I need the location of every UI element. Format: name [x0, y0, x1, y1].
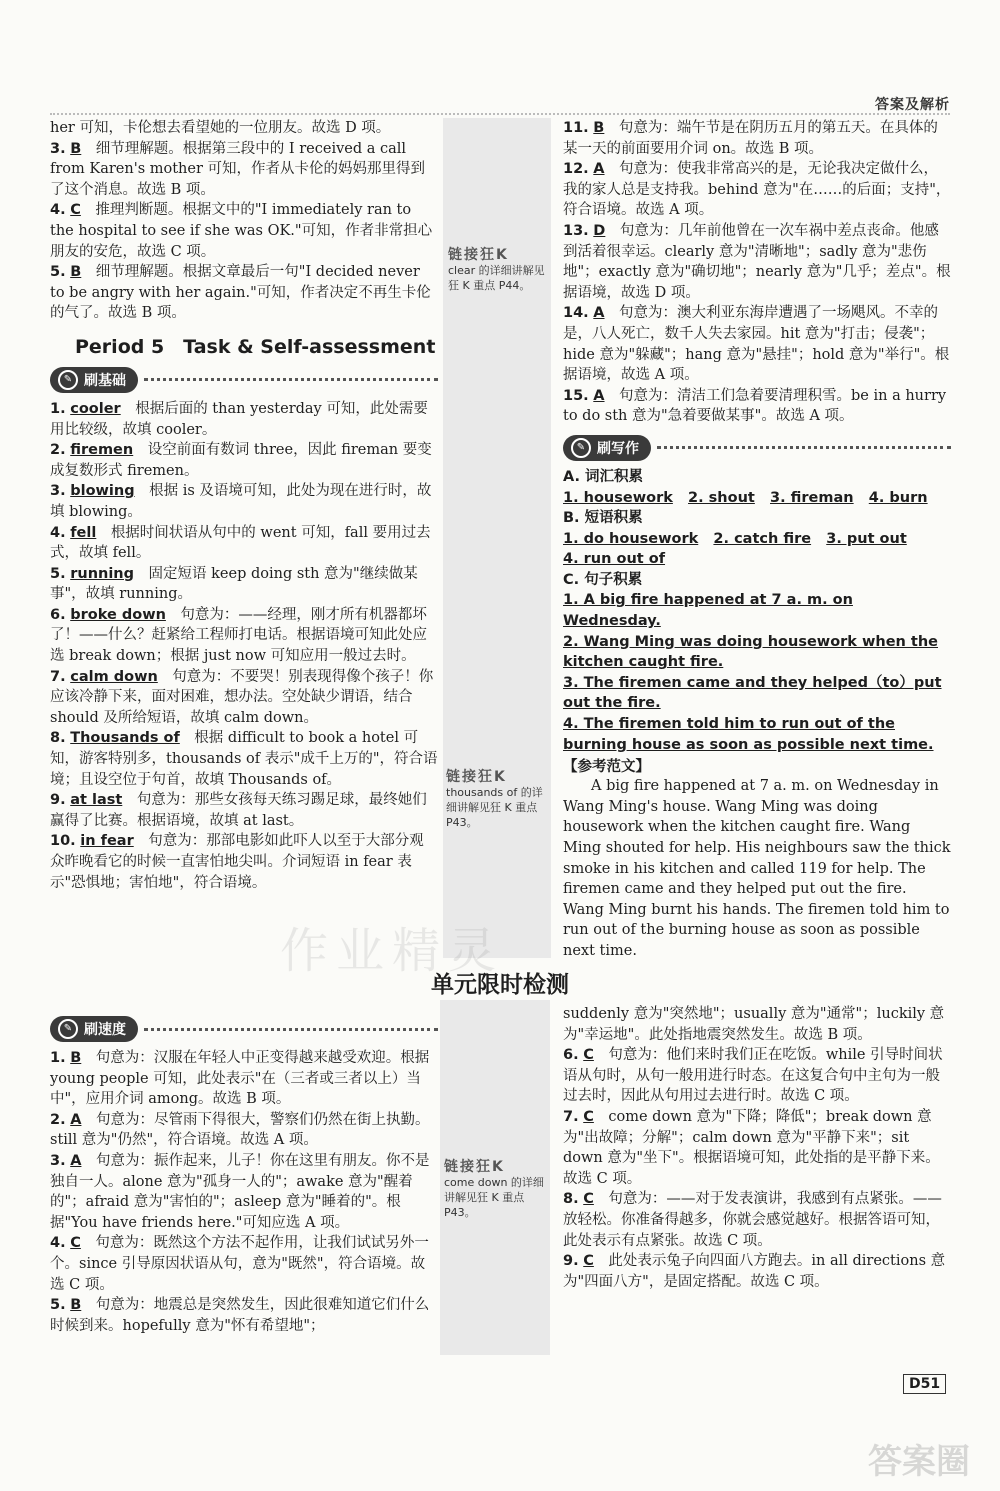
item-number: 4. — [50, 202, 66, 219]
item-number: 4. — [50, 524, 66, 541]
item-number: 1. — [50, 400, 66, 417]
item-number: 9. — [563, 1253, 579, 1270]
item-number: 2. — [50, 1111, 66, 1128]
badge-basic: ✎ 刷基础 — [50, 367, 438, 393]
list-item — [50, 790, 438, 831]
list-item — [563, 159, 951, 221]
watermark-mid: 作业精灵 — [280, 923, 505, 979]
unit-title: 单元限时检测 — [431, 972, 569, 998]
sentence-item: 3. The firemen came and they helped（to）put out the fire. — [563, 674, 942, 712]
item-number: 1. — [50, 1050, 66, 1066]
header-title: 答案及解析 — [875, 97, 950, 113]
item-answer: C — [583, 1191, 594, 1208]
item-answer: firemen — [70, 442, 134, 459]
item-answer: blowing — [70, 483, 135, 500]
left-column-bottom — [50, 1008, 438, 1336]
item-number: 14. — [563, 305, 589, 322]
list-item — [50, 200, 438, 262]
item-answer: D — [593, 222, 606, 239]
item-explanation: 句意为：——对于发表演讲，我感到有点紧张。——放轻松。你准备得越多，你就会感觉越好。根据答语可知，此处表示有点紧张。故选 C 项。 — [563, 1191, 942, 1249]
item-number: 8. — [563, 1191, 579, 1208]
vocab-items: 1. housework 2. shout 3. fireman 4. burn — [563, 489, 928, 506]
left-top-list — [50, 118, 438, 324]
item-explanation: 此处表示兔子向四面八方跑去。in all directions 意为"四面八方"，是固定搭配。故选 C 项。 — [563, 1253, 946, 1290]
item-explanation: 根据时间状语从句中的 went 可知，fall 要用过去式，故填 fell。 — [50, 524, 431, 562]
reference-title: 【参考范文】 — [563, 759, 650, 776]
item-explanation: 推理判断题。根据文中的"I immediately ran to the hospital to see if she was OK."可知，作者非常担心朋友的安危，故选 C 项。 — [50, 202, 433, 260]
right-column-top — [563, 118, 951, 962]
list-item — [50, 481, 438, 522]
item-answer: A — [593, 161, 605, 178]
list-item — [563, 1004, 951, 1045]
item-answer: A — [593, 387, 605, 404]
header-divider — [50, 113, 950, 115]
list-item — [50, 1110, 438, 1151]
right-column-bottom — [563, 1004, 951, 1292]
badge-speed: ✎ 刷速度 — [50, 1016, 438, 1042]
item-explanation: 句意为：尽管雨下得很大，警察们仍然在街上执勤。still 意为"仍然"，符合语境。故选 A 项。 — [50, 1111, 430, 1149]
speed-right-list — [563, 1004, 951, 1292]
item-number: 6. — [50, 606, 66, 623]
item-answer: cooler — [70, 400, 121, 417]
item-answer: in fear — [80, 833, 134, 850]
link-label: 链接狂K — [446, 769, 507, 785]
list-item — [50, 399, 438, 440]
list-item — [50, 667, 438, 729]
item-explanation: come down 意为"下降；降低"；break down 意为"出故障；分解"；calm down 意为"平静下来"；sit down 意为"坐下"。根据语境可知，此处指的是平静下来。故选 C 项。 — [563, 1108, 940, 1187]
item-explanation: 句意为：端午节是在阴历五月的第五天。在具体的某一天的前面要用介词 on。故选 B 项。 — [563, 120, 938, 157]
item-explanation: her 可知，卡伦想去看望她的一位朋友。故选 D 项。 — [50, 120, 391, 136]
item-answer: B — [70, 1297, 82, 1314]
list-item — [50, 118, 438, 139]
side-note-text: clear 的详细讲解见狂 K 重点 P44。 — [448, 264, 545, 292]
item-explanation: 设空前面有数词 three，因此 fireman 要变成复数形式 firemen。 — [50, 442, 432, 479]
right-top-list — [563, 118, 951, 427]
item-number: 12. — [563, 161, 589, 178]
item-number: 9. — [50, 792, 66, 809]
link-label: 链接狂K — [444, 1159, 505, 1175]
item-answer: A — [70, 1111, 82, 1128]
phrase-items: 1. do housework 2. catch fire 3. put out 4. run out of — [563, 530, 907, 568]
item-explanation: 句意为：汉服在年轻人中正变得越来越受欢迎。根据 young people 可知，此处表示"在（三者或三者以上）当中"，应用介词 among。故选 B 项。 — [50, 1050, 430, 1108]
list-item — [50, 605, 438, 667]
item-number: 7. — [50, 668, 66, 685]
side-note-3 — [444, 1160, 548, 1220]
item-answer: broke down — [70, 606, 166, 623]
item-explanation: 句意为：他们来时我们正在吃饭。while 引导时间状语从句时，从句一般用进行时态。在这复合句中主句为一般过去时，因此从句用过去进行时。故选 C 项。 — [563, 1047, 943, 1105]
item-answer: B — [593, 120, 605, 136]
list-item — [563, 1189, 951, 1251]
item-explanation: 句意为：澳大利亚东海岸遭遇了一场飓风。不幸的是，八人死亡，数千人失去家园。hit 意为"打击；侵袭"；hide 意为"躲藏"；hang 意为"悬挂"；hold 意为"举行"。根据语境，故选 A 项。 — [563, 305, 950, 384]
list-item — [50, 564, 438, 605]
sentence-item: 2. Wang Ming was doing housework when the kitchen caught fire. — [563, 633, 939, 671]
side-note-text: thousands of 的详细讲解见狂 K 重点 P43。 — [446, 786, 543, 829]
item-explanation: 细节理解题。根据文章最后一句"I decided never to be angry with her again."可知，作者决定不再生卡伦的气了。故选 B 项。 — [50, 264, 431, 322]
basic-list — [50, 399, 438, 893]
item-explanation: 固定短语 keep doing sth 意为"继续做某事"，故填 running。 — [50, 565, 418, 603]
item-number: 4. — [50, 1235, 66, 1252]
list-item — [563, 386, 951, 427]
side-strip-top — [443, 118, 551, 958]
item-answer: Thousands of — [70, 730, 180, 747]
list-item — [563, 118, 951, 159]
item-answer: C — [70, 1235, 81, 1252]
item-answer: running — [70, 565, 135, 582]
item-number: 3. — [50, 140, 66, 157]
list-item — [50, 262, 438, 324]
badge-writing: ✎ 刷写作 — [563, 435, 951, 461]
item-number: 3. — [50, 483, 66, 500]
item-answer: C — [583, 1047, 594, 1064]
reference-essay: A big fire happened at 7 a. m. on Wednesday in Wang Ming's house. Wang Ming was doing housework when the kitchen caught fire. Wang Ming shouted for help. His neighbours saw the thick smoke in his kitchen and called 119 for help. The firemen came and they helped put out the fire. Wang Ming burnt his hands. The firemen told him to run out of the burning house as soon as possible next time. — [563, 778, 951, 959]
link-label: 链接狂K — [448, 247, 509, 263]
item-explanation: 句意为：振作起来，儿子！你在这里有朋友。你不是独自一人。alone 意为"孤身一人的"；awake 意为"醒着的"；afraid 意为"害怕的"；asleep 意为"睡着的"。根据"You have friends here."可知应选 A 项。 — [50, 1152, 430, 1231]
vocab-title: A. 词汇积累 — [563, 468, 644, 485]
item-answer: B — [70, 1050, 82, 1066]
item-explanation: 根据 difficult to book a hotel 可知，游客特别多，thousands of 表示"成千上万的"，符合语境；且设空位于句首，故填 Thousands of。 — [50, 730, 438, 788]
sentence-item: 1. A big fire happened at 7 a. m. on Wednesday. — [563, 592, 853, 630]
item-explanation: 句意为：清洁工们急着要清理积雪。be in a hurry to do sth 意为"急着要做某事"。故选 A 项。 — [563, 387, 947, 425]
item-explanation: 句意为：那部电影如此吓人以至于大部分观众昨晚看它的时候一直害怕地尖叫。介词短语 in fear 表示"恐惧地；害怕地"，符合语境。 — [50, 833, 424, 891]
pen-icon: ✎ — [58, 370, 78, 390]
list-item — [50, 1151, 438, 1233]
pen-icon: ✎ — [571, 438, 591, 458]
item-answer: C — [583, 1108, 594, 1125]
item-number: 2. — [50, 442, 66, 459]
item-answer: B — [70, 140, 82, 157]
sentence-title: C. 句子积累 — [563, 571, 643, 588]
item-explanation: 句意为：——经理，刚才所有机器都坏了！——什么？赶紧给工程师打电话。根据语境可知此处应选 break down；根据 just now 可知应用一般过去时。 — [50, 606, 427, 665]
pen-icon: ✎ — [58, 1019, 78, 1039]
speed-list — [50, 1048, 438, 1336]
item-answer: B — [70, 264, 82, 281]
list-item — [50, 523, 438, 564]
page-number: D51 — [903, 1374, 946, 1394]
item-number: 7. — [563, 1108, 579, 1125]
side-note-1 — [448, 248, 548, 293]
item-number: 6. — [563, 1047, 579, 1064]
item-explanation: 句意为：地震总是突然发生，因此很难知道它们什么时候到来。hopefully 意为"怀有希望地"； — [50, 1297, 430, 1334]
item-number: 15. — [563, 387, 589, 404]
item-answer: A — [70, 1152, 82, 1169]
item-number: 5. — [50, 264, 66, 281]
item-answer: A — [593, 305, 605, 322]
list-item — [50, 1233, 438, 1295]
side-note-text: come down 的详细讲解见狂 K 重点 P43。 — [444, 1176, 544, 1219]
item-number: 10. — [50, 833, 76, 850]
item-explanation: 句意为：几年前他曾在一次车祸中差点丧命。他感到活着很幸运。clearly 意为"清晰地"；sadly 意为"悲伤地"；exactly 意为"确切地"；nearly 意为"几乎；差点"。根据语境，故选 D 项。 — [563, 222, 951, 301]
list-item — [50, 139, 438, 201]
list-item — [50, 728, 438, 790]
list-item — [563, 303, 951, 385]
item-explanation: 句意为：不要哭！别表现得像个孩子！你应该冷静下来，面对困难，想办法。空处缺少谓语，结合 should 及所给短语，故填 calm down。 — [50, 668, 434, 726]
item-explanation: 细节理解题。根据第三段中的 I received a call from Karen's mother 可知，作者从卡伦的妈妈那里得到了这个消息。故选 B 项。 — [50, 140, 426, 198]
period-title: Period 5 Task & Self-assessment — [75, 335, 436, 358]
list-item — [563, 1107, 951, 1189]
list-item — [50, 440, 438, 481]
list-item — [50, 1048, 438, 1110]
item-answer: at last — [70, 792, 123, 809]
item-answer: fell — [70, 524, 97, 541]
item-explanation: 句意为：那些女孩每天练习踢足球，最终她们赢得了比赛。根据语境，故填 at last。 — [50, 792, 427, 829]
item-explanation: 句意为：既然这个方法不起作用，让我们试试另外一个。since 引导原因状语从句，意为"既然"，符合语境。故选 C 项。 — [50, 1235, 429, 1293]
list-item — [563, 1045, 951, 1107]
list-item — [50, 1295, 438, 1336]
watermark-foot: 答案圈 — [868, 1442, 970, 1482]
list-item — [563, 221, 951, 303]
item-number: 13. — [563, 222, 589, 239]
item-number: 8. — [50, 730, 66, 747]
item-number: 5. — [50, 1297, 66, 1314]
item-answer: C — [583, 1253, 594, 1270]
item-number: 11. — [563, 120, 589, 136]
list-item — [563, 1251, 951, 1292]
item-number: 3. — [50, 1152, 66, 1169]
item-number: 5. — [50, 565, 66, 582]
phrase-title: B. 短语积累 — [563, 510, 643, 527]
left-column-top — [50, 118, 438, 893]
item-explanation: 句意为：使我非常高兴的是，无论我决定做什么，我的家人总是支持我。behind 意为"在……的后面；支持"，符合语境。故选 A 项。 — [563, 161, 951, 219]
item-answer: calm down — [70, 668, 158, 685]
item-answer: C — [70, 202, 81, 219]
sentence-item: 4. The firemen told him to run out of the burning house as soon as possible next time. — [563, 716, 934, 753]
side-note-2 — [446, 770, 550, 830]
item-explanation: 根据后面的 than yesterday 可知，此处需要用比较级，故填 cooler。 — [50, 400, 428, 438]
item-explanation: 根据 is 及语境可知，此处为现在进行时，故填 blowing。 — [50, 483, 432, 520]
item-explanation: suddenly 意为"突然地"；usually 意为"通常"；luckily 意为"幸运地"。此处指地震突然发生。故选 B 项。 — [563, 1006, 945, 1043]
list-item — [50, 831, 438, 893]
